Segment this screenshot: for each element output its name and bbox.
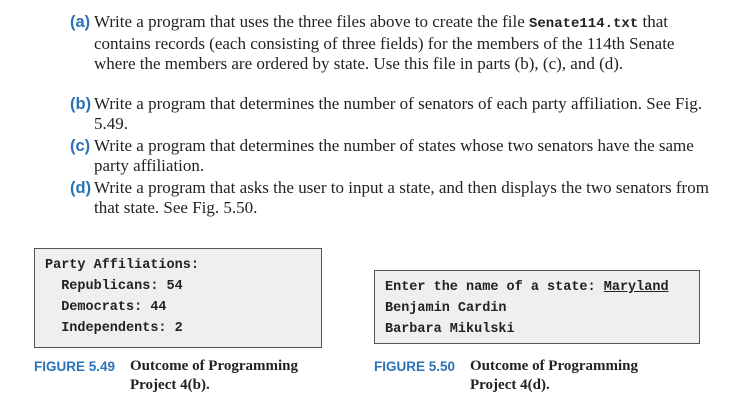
part-c-label: (c) xyxy=(70,137,91,155)
exercise-part-a xyxy=(70,12,710,74)
exercise-part-d xyxy=(70,178,710,218)
part-d-label: (d) xyxy=(70,179,92,197)
caption-line-2: Project 4(b). xyxy=(130,377,210,393)
figure-label: FIGURE 5.49 xyxy=(34,359,116,374)
figure-5-50-caption xyxy=(374,357,704,397)
part-a-text xyxy=(94,12,710,74)
output-line: Benjamin Cardin xyxy=(385,301,507,316)
figure-label: FIGURE 5.50 xyxy=(374,359,456,374)
caption-line-2: Project 4(d). xyxy=(470,377,550,393)
output-line: Republicans: 54 xyxy=(45,279,183,294)
part-a-label: (a) xyxy=(70,13,91,31)
part-a-text-start: Write a program that uses the three files above to create the file xyxy=(94,12,529,31)
caption-line-1: Outcome of Programming xyxy=(130,358,299,374)
output-line: Party Affiliations: xyxy=(45,258,199,273)
figure-5-49-caption xyxy=(34,357,334,397)
part-d-text: Write a program that asks the user to input a state, and then displays the two senators from that state. See Fig. 5.50. xyxy=(94,178,709,217)
output-line xyxy=(385,277,699,298)
part-b-label: (b) xyxy=(70,95,92,113)
state-prompt: Enter the name of a state: xyxy=(385,280,604,295)
part-a-text-end: that contains records (each consisting of three fields) for the members of the 114th Senate where the members are ordered by state. Use this file in parts (b), (c), and (d). xyxy=(94,12,675,73)
output-line: Democrats: 44 xyxy=(45,300,167,315)
exercise-part-b xyxy=(70,94,710,134)
figure-5-49-output xyxy=(34,248,322,348)
part-c-text: Write a program that determines the number of states whose two senators have the same party affiliation. xyxy=(94,136,694,175)
caption-line-1: Outcome of Programming xyxy=(470,358,639,374)
exercise-part-c xyxy=(70,136,710,176)
user-input-state: Maryland xyxy=(603,280,669,295)
output-line: Independents: 2 xyxy=(45,321,183,336)
figure-5-50-output xyxy=(374,270,700,344)
output-line: Barbara Mikulski xyxy=(385,322,515,337)
senate-filename: Senate114.txt xyxy=(529,16,639,32)
part-b-text: Write a program that determines the number of senators of each party affiliation. See Fig. 5.49. xyxy=(94,94,702,133)
